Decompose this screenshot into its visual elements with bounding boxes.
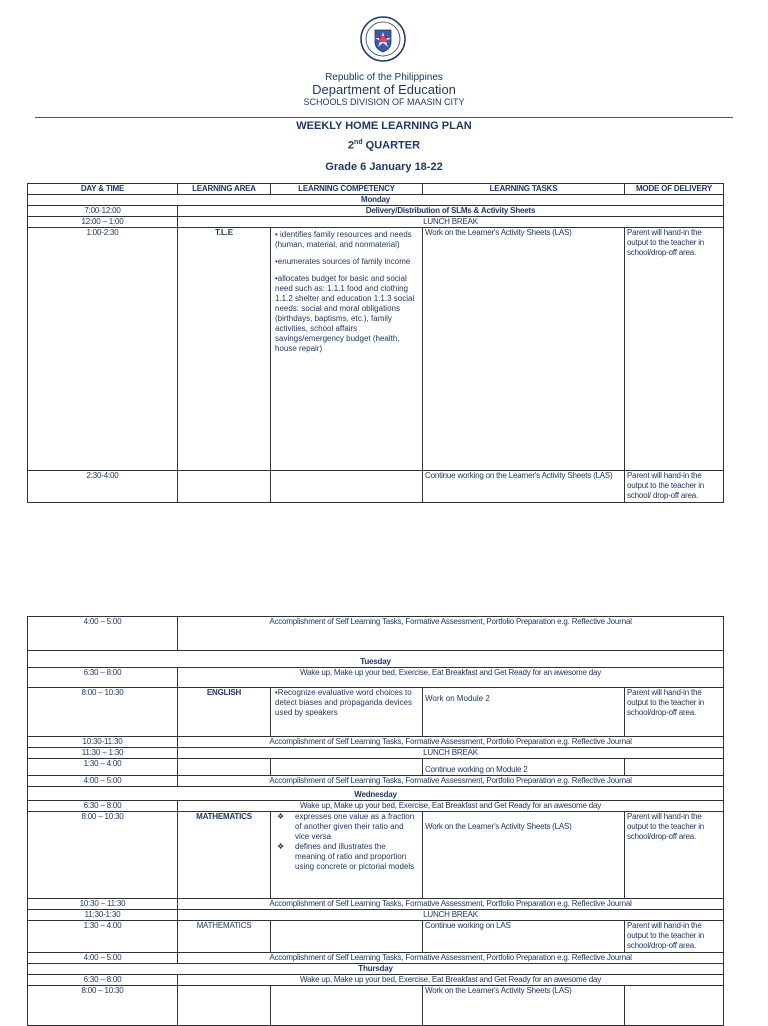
table-row — [28, 921, 724, 953]
table-row — [28, 975, 724, 986]
competency-cell — [271, 759, 423, 776]
day-row — [28, 964, 724, 975]
activity-cell: Wake up, Make up your bed, Exercise, Eat Breakfast and Get Ready for an awesome day — [178, 668, 724, 688]
department-label: Department of Education — [312, 82, 456, 97]
competency-cell — [271, 921, 423, 953]
time-cell: 6:30 – 8:00 — [28, 975, 178, 986]
mode-cell: Parent will hand-in the output to the teacher in school/drop-off area. — [625, 228, 724, 471]
time-cell: 1:30 – 4:00 — [28, 921, 178, 953]
time-cell: 8:00 – 10:30 — [28, 812, 178, 899]
time-cell: 12:00 – 1:00 — [28, 217, 178, 228]
table-row — [28, 617, 724, 651]
task-cell: Continue working on LAS — [423, 921, 625, 953]
table-header-row — [28, 184, 724, 195]
competency-cell — [271, 812, 423, 899]
schedule-table-monday — [27, 183, 724, 503]
learning-area-cell — [178, 986, 271, 1026]
activity-cell: Wake up, Make up your bed, Exercise, Eat Breakfast and Get Ready for an awesome day — [178, 975, 724, 986]
activity-cell: Delivery/Distribution of SLMs & Activity Sheets — [178, 206, 724, 217]
table-row — [28, 986, 724, 1026]
activity-cell: Accomplishment of Self Learning Tasks, Formative Assessment, Portfolio Preparation e.g. Reflective Journal — [178, 737, 724, 748]
learning-area-cell: T.L.E — [178, 228, 271, 471]
table-row — [28, 812, 724, 899]
time-cell: 11:30-1:30 — [28, 910, 178, 921]
time-cell: 6:30 – 8:00 — [28, 668, 178, 688]
activity-cell: Wake up, Make up your bed, Exercise, Eat Breakfast and Get Ready for an awesome day — [178, 801, 724, 812]
table-row — [28, 206, 724, 217]
table-row — [28, 953, 724, 964]
time-cell: 8:00 – 10:30 — [28, 986, 178, 1026]
column-header: LEARNING TASKS — [423, 184, 625, 195]
quarter-label: 2nd QUARTER — [347, 139, 421, 152]
competency-item: •enumerates sources of family income — [275, 257, 411, 266]
page-title: WEEKLY HOME LEARNING PLAN — [296, 120, 472, 132]
learning-area-cell — [178, 759, 271, 776]
deped-seal-icon — [360, 16, 406, 62]
task-cell: Work on the Learner's Activity Sheets (LAS) — [423, 812, 625, 899]
table-row — [28, 776, 724, 787]
activity-cell: Accomplishment of Self Learning Tasks, Formative Assessment, Portfolio Preparation e.g. Reflective Journal — [178, 953, 724, 964]
competency-cell — [271, 228, 423, 471]
task-cell: Continue working on Module 2 — [423, 759, 625, 776]
day-label: Thursday — [28, 964, 724, 975]
competency-cell — [271, 471, 423, 503]
mode-cell — [625, 759, 724, 776]
learning-area-cell: ENGLISH — [178, 688, 271, 737]
column-header: LEARNING AREA — [178, 184, 271, 195]
table-row — [28, 668, 724, 688]
table-row — [28, 228, 724, 471]
learning-area-cell — [178, 471, 271, 503]
activity-cell: Accomplishment of Self Learning Tasks, Formative Assessment, Portfolio Preparation e.g. Reflective Journal — [178, 617, 724, 651]
mode-cell: Parent will hand-in the output to the teacher in school/ drop-off area. — [625, 471, 724, 503]
day-label: Tuesday — [28, 651, 724, 668]
activity-cell: Accomplishment of Self Learning Tasks, Formative Assessment, Portfolio Preparation e.g. Reflective Journal — [178, 899, 724, 910]
activity-cell: Accomplishment of Self Learning Tasks, Formative Assessment, Portfolio Preparation e.g. Reflective Journal — [178, 776, 724, 787]
time-cell: 4:00 – 5:00 — [28, 617, 178, 651]
time-cell: 10:30-11:30 — [28, 737, 178, 748]
competency-item: • identifies family resources and needs (human, material, and nonmaterial) — [275, 230, 412, 249]
column-header: DAY & TIME — [28, 184, 178, 195]
day-row — [28, 787, 724, 801]
learning-area-cell: MATHEMATICS — [178, 921, 271, 953]
table-row — [28, 688, 724, 737]
column-header: MODE OF DELIVERY — [625, 184, 724, 195]
activity-cell: LUNCH BREAK — [178, 748, 724, 759]
mode-cell — [625, 986, 724, 1026]
mode-cell: Parent will hand-in the output to the teacher in school/drop-off area. — [625, 688, 724, 737]
column-header: LEARNING COMPETENCY — [271, 184, 423, 195]
time-cell: 2:30-4:00 — [28, 471, 178, 503]
table-row — [28, 471, 724, 503]
time-cell: 1:00-2:30 — [28, 228, 178, 471]
day-label: Monday — [28, 195, 724, 206]
time-cell: 11:30 – 1:30 — [28, 748, 178, 759]
day-label: Wednesday — [28, 787, 724, 801]
table-row — [28, 217, 724, 228]
learning-area-cell: MATHEMATICS — [178, 812, 271, 899]
day-row — [28, 651, 724, 668]
table-row — [28, 899, 724, 910]
schedule-table-week — [27, 616, 724, 1026]
task-cell: Continue working on the Learner's Activity Sheets (LAS) — [423, 471, 625, 503]
grade-label: Grade 6 January 18-22 — [325, 161, 443, 173]
task-cell: Work on the Learner's Activity Sheets (LAS) — [423, 986, 625, 1026]
competency-item: ❖ defines and illustrates the meaning of ratio and proportion using concrete or pictorial models — [275, 842, 418, 872]
time-cell: 8:00 – 10:30 — [28, 688, 178, 737]
competency-item: ❖ expresses one value as a fraction of another given their ratio and vice versa — [275, 812, 418, 842]
table-row — [28, 910, 724, 921]
time-cell: 1:30 – 4:00 — [28, 759, 178, 776]
division-label: SCHOOLS DIVISION OF MAASIN CITY — [303, 97, 465, 107]
competency-item: •allocates budget for basic and social need such as: 1.1.1 food and clothing 1.1.2 shelter and education 1.1.3 social needs: social and moral obligations (birthdays, baptisms, etc.), family activities, school affairs savings/emergency budget (health, house repair) — [275, 274, 415, 353]
time-cell: 6:30 – 8:00 — [28, 801, 178, 812]
day-row — [28, 195, 724, 206]
republic-label: Republic of the Philippines — [325, 72, 443, 83]
activity-cell: LUNCH BREAK — [178, 217, 724, 228]
table-row — [28, 748, 724, 759]
time-cell: 10:30 – 11:30 — [28, 899, 178, 910]
competency-cell: •Recognize evaluative word choices to detect biases and propaganda devices used by speakers — [271, 688, 423, 737]
table-row — [28, 801, 724, 812]
mode-cell: Parent will hand-in the output to the teacher in school/drop-off area. — [625, 921, 724, 953]
task-cell: Work on the Learner's Activity Sheets (LAS) — [423, 228, 625, 471]
table-row — [28, 737, 724, 748]
competency-cell — [271, 986, 423, 1026]
time-cell: 4:00 – 5:00 — [28, 953, 178, 964]
task-cell: Work on Module 2 — [423, 688, 625, 737]
time-cell: 7:00-12:00 — [28, 206, 178, 217]
mode-cell: Parent will hand-in the output to the teacher in school/drop-off area. — [625, 812, 724, 899]
time-cell: 4:00 – 5:00 — [28, 776, 178, 787]
header-divider — [35, 117, 733, 118]
table-row — [28, 759, 724, 776]
activity-cell: LUNCH BREAK — [178, 910, 724, 921]
